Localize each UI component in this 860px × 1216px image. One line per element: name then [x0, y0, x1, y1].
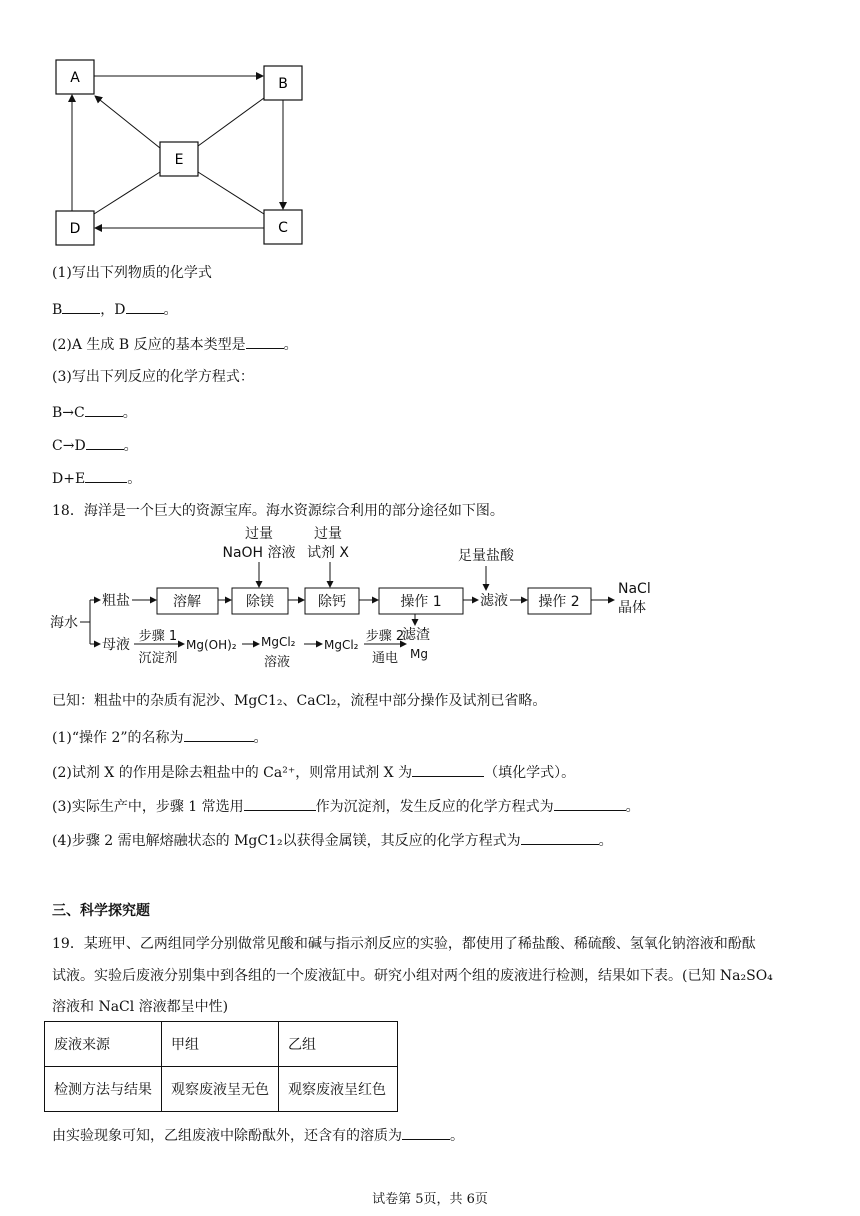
- q17-d-label: ，D: [100, 302, 126, 318]
- flow-naoh: NaOH 溶液: [222, 545, 296, 561]
- flow-mgoh2: Mg(OH)₂: [186, 638, 237, 652]
- q18-intro: 18．海洋是一个巨大的资源宝库。海水资源综合利用的部分途径如下图。: [52, 503, 504, 519]
- blank-cd[interactable]: [86, 435, 124, 450]
- q17-part2: [52, 334, 298, 354]
- q17-bc-label: B→C: [52, 405, 85, 421]
- q18-part4: [52, 830, 613, 850]
- blank-reagent-x[interactable]: [412, 762, 484, 777]
- q19-line2: 试液。实验后废液分别集中到各组的一个废液缸中。研究小组对两个组的废液进行检测，结果如下表。(已知 Na₂SO₄: [52, 968, 773, 984]
- blank-b[interactable]: [62, 299, 100, 314]
- flow-seawater: 海水: [50, 615, 78, 631]
- table-row: [45, 1022, 398, 1067]
- q17-bc: [52, 402, 137, 422]
- flow-op2: 操作 2: [538, 594, 580, 610]
- q19-conclusion-end: 。: [450, 1128, 464, 1144]
- flow-remove-ca: 除钙: [318, 594, 346, 610]
- relation-diagram: [50, 58, 312, 250]
- flow-crude-salt: 粗盐: [102, 593, 130, 609]
- q19-conclusion-text: 由实验现象可知，乙组废液中除酚酞外，还含有的溶质为: [52, 1128, 402, 1144]
- q18-known: 已知：粗盐中的杂质有泥沙、MgC1₂、CaCl₂，流程中部分操作及试剂已省略。: [52, 693, 547, 709]
- result-table: [44, 1021, 398, 1112]
- flow-electrolysis: 通电: [371, 651, 399, 666]
- q18-part3: [52, 796, 640, 816]
- q17-p2-end: 。: [283, 337, 298, 353]
- page-footer: 试卷第 5页，共 6页: [372, 1192, 488, 1207]
- flow-precipitant: 沉淀剂: [138, 651, 178, 666]
- q17-p1-end: 。: [163, 302, 178, 318]
- blank-step1-equation[interactable]: [554, 796, 626, 811]
- q18-p1-text: (1)“操作 2”的名称为: [52, 730, 184, 746]
- table-cell: 检测方法与结果: [45, 1067, 162, 1112]
- q17-cd-end: 。: [123, 438, 138, 454]
- node-e-label: E: [174, 152, 184, 168]
- arrow-e-to-a: [95, 96, 160, 148]
- flow-excess-2: 过量: [314, 526, 342, 542]
- node-d-label: D: [69, 221, 81, 237]
- q18-p4-text: (4)步骤 2 需电解熔融状态的 MgC1₂以获得金属镁，其反应的化学方程式为: [52, 833, 521, 849]
- section-title: 三、科学探究题: [52, 903, 150, 919]
- q19-conclusion: [52, 1125, 464, 1145]
- flow-dissolve: 溶解: [173, 594, 201, 610]
- seawater-flow-diagram: [48, 524, 668, 674]
- q17-part3: (3)写出下列反应的化学方程式：: [52, 369, 254, 385]
- q18-p3-text: (3)实际生产中，步骤 1 常选用: [52, 799, 244, 815]
- blank-reaction-type[interactable]: [246, 334, 284, 349]
- flow-residue: 滤渣: [402, 627, 430, 643]
- table-cell: 废液来源: [45, 1022, 162, 1067]
- q18-part2: [52, 762, 575, 782]
- flow-mg: Mg: [410, 647, 428, 661]
- q17-cd: [52, 435, 138, 455]
- table-cell: 乙组: [279, 1022, 398, 1067]
- q17-bc-end: 。: [122, 405, 137, 421]
- q18-p4-end: 。: [598, 833, 613, 849]
- q17-cd-label: C→D: [52, 438, 86, 454]
- flow-remove-mg: 除镁: [246, 594, 274, 610]
- blank-step2-equation[interactable]: [521, 830, 599, 845]
- q19-line1: 19．某班甲、乙两组同学分别做常见酸和碱与指示剂反应的实验，都使用了稀盐酸、稀硫酸、氢氧化钠溶液和酚酞: [52, 936, 756, 952]
- flow-reagent-x: 试剂 X: [306, 545, 350, 561]
- flow-step1: 步骤 1: [138, 629, 178, 644]
- node-c-label: C: [278, 220, 288, 236]
- q19-line3: 溶液和 NaCl 溶液都呈中性): [52, 999, 229, 1015]
- q17-part1-answer: [52, 299, 178, 319]
- table-cell: 甲组: [162, 1022, 279, 1067]
- line-e-to-c: [198, 172, 264, 214]
- line-e-to-b: [198, 98, 264, 146]
- node-b-label: B: [278, 76, 288, 92]
- blank-solute[interactable]: [402, 1125, 450, 1140]
- q18-p1-end: 。: [253, 730, 268, 746]
- flow-nacl: NaCl: [618, 581, 651, 597]
- q18-p3-end: 。: [625, 799, 640, 815]
- q17-de-end: 。: [127, 471, 142, 487]
- flow-crystal: 晶体: [618, 600, 646, 616]
- q18-p2-text: (2)试剂 X 的作用是除去粗盐中的 Ca²⁺，则常用试剂 X 为: [52, 765, 413, 781]
- table-cell: 观察废液呈无色: [162, 1067, 279, 1112]
- q18-part1: [52, 727, 268, 747]
- flow-enough-hcl: 足量盐酸: [458, 548, 514, 564]
- blank-op2-name[interactable]: [184, 727, 254, 742]
- flow-mgcl2: MgCl₂: [324, 638, 359, 652]
- q18-p2-end: （填化学式）。: [484, 765, 576, 781]
- table-cell: 观察废液呈红色: [279, 1067, 398, 1112]
- node-a-label: A: [70, 70, 80, 86]
- flow-mgcl2-solution-top: MgCl₂: [261, 635, 296, 649]
- blank-precipitant[interactable]: [244, 796, 316, 811]
- blank-bc[interactable]: [85, 402, 123, 417]
- flow-solution: 溶液: [264, 655, 291, 670]
- q17-p2-text: (2)A 生成 B 反应的基本类型是: [52, 337, 246, 353]
- flow-excess-1: 过量: [245, 526, 273, 542]
- table-row: [45, 1067, 398, 1112]
- q17-b-label: B: [52, 302, 63, 318]
- flow-step2: 步骤 2: [365, 629, 405, 644]
- flow-filtrate: 滤液: [480, 593, 508, 609]
- q18-p3-mid: 作为沉淀剂，发生反应的化学方程式为: [315, 799, 554, 815]
- q17-de-label: D+E: [52, 471, 86, 487]
- flow-mother-liquor: 母液: [102, 637, 130, 653]
- blank-d[interactable]: [126, 299, 164, 314]
- line-e-to-d: [94, 172, 160, 214]
- q17-de: [52, 468, 141, 488]
- blank-de[interactable]: [85, 468, 127, 483]
- flow-op1: 操作 1: [400, 594, 442, 610]
- q17-part1: (1)写出下列物质的化学式: [52, 265, 212, 281]
